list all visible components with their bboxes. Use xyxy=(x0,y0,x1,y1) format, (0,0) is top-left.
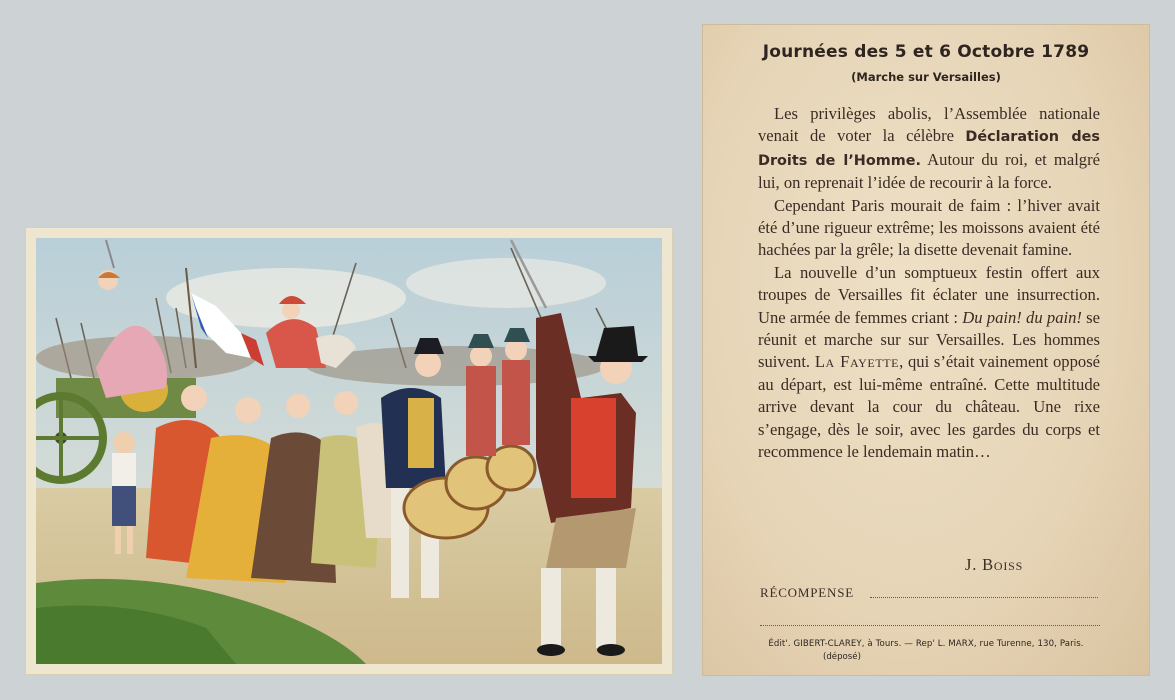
paragraph-1-c: Autour du roi, et malgré lui, on reprenait l’idée de recourir à la force. xyxy=(758,149,1100,193)
signature xyxy=(965,555,1023,575)
paragraph-1-a: Les privilèges abolis, l’Assemblée nationale venait de voter la célèbre xyxy=(758,104,1100,146)
declaration-title: Déclaration des Droits de l’Homme. xyxy=(758,129,1100,169)
illustration-card xyxy=(26,228,672,674)
depose-note: (déposé) xyxy=(823,652,861,662)
cry-quote: Du pain! du pain! xyxy=(962,307,1082,327)
paragraph-3 xyxy=(758,262,1100,464)
la-fayette: La Fayette xyxy=(814,352,900,372)
text-card xyxy=(703,25,1149,675)
second-dotted-line xyxy=(760,625,1100,626)
march-on-versailles-illustration xyxy=(36,238,662,664)
publisher-line: Édit'. GIBERT-CLAREY, à Tours. — Rep' L. MARX, rue Turenne, 130, Paris. xyxy=(768,639,1084,649)
reward-label: RÉCOMPENSE xyxy=(760,585,854,600)
signature-initial: J. xyxy=(965,555,983,574)
paragraph-2: Cependant Paris mourait de faim : l’hiver avait été d’une rigueur extrême; les moissons avaient été hachées par la grêle; la disette devenait famine. xyxy=(758,195,1100,260)
paragraph-3-c: se réunit et marche sur sur Versailles. Les hommes suivent. xyxy=(758,307,1101,372)
card-title: Journées des 5 et 6 Octobre 1789 xyxy=(762,42,1090,62)
card-body xyxy=(758,103,1100,464)
reward-dotted-line xyxy=(870,597,1098,598)
signature-name: Boiss xyxy=(982,555,1024,574)
reward-line xyxy=(760,585,1100,605)
paragraph-1 xyxy=(758,103,1100,195)
card-subtitle: (Marche sur Versailles) xyxy=(851,70,1001,84)
paragraph-3-e: , qui s’était vainement opposé au départ, est lui-même entraîné. Cette multitude arrive devant la cour du château. Une rixe s’engage, dès le soir, avec les gardes du corps et recommence le lendemain matin… xyxy=(758,352,1101,462)
paragraph-3-a: La nouvelle d’un somptueux festin offert aux troupes de Versailles fit éclater une insurrection. Une armée de femmes criant : xyxy=(758,262,1100,327)
